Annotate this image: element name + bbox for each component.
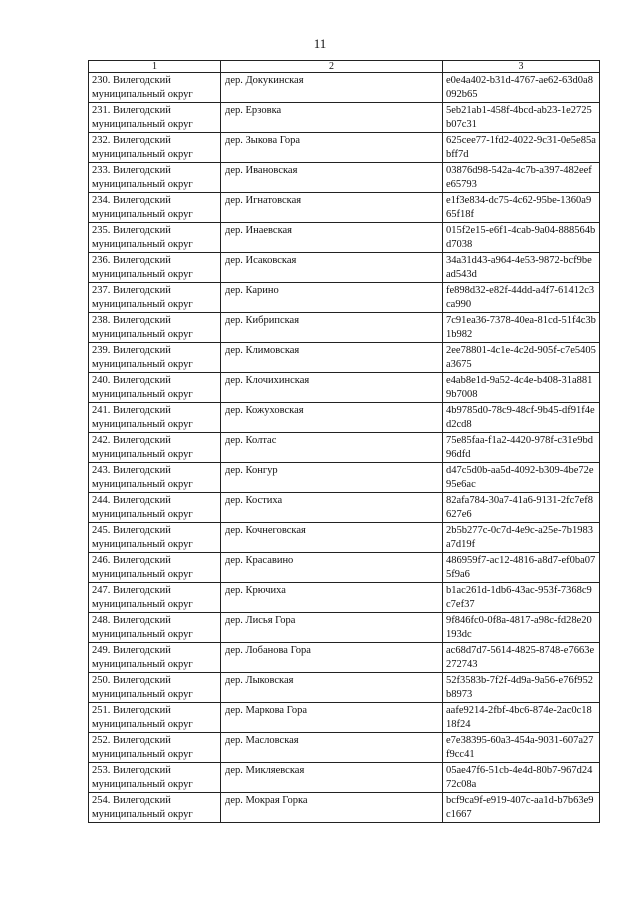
identifier-cell: 75e85faa-f1a2-4420-978f-c31e9bd96dfd (443, 433, 600, 463)
municipality-cell: 245. Вилегодский муниципальный округ (89, 523, 221, 553)
identifier-cell: ac68d7d7-5614-4825-8748-e7663e272743 (443, 643, 600, 673)
identifier-cell: fe898d32-e82f-44dd-a4f7-61412c3ca990 (443, 283, 600, 313)
column-header-1: 1 (89, 61, 221, 73)
table-row (89, 643, 600, 673)
municipality-cell: 249. Вилегодский муниципальный округ (89, 643, 221, 673)
identifier-cell: d47c5d0b-aa5d-4092-b309-4be72e95e6ac (443, 463, 600, 493)
municipality-cell: 248. Вилегодский муниципальный округ (89, 613, 221, 643)
table-row (89, 103, 600, 133)
settlement-cell: дер. Ивановская (221, 163, 443, 193)
table-row (89, 793, 600, 823)
table-row (89, 373, 600, 403)
municipality-cell: 247. Вилегодский муниципальный округ (89, 583, 221, 613)
table-row (89, 463, 600, 493)
table-row (89, 343, 600, 373)
municipality-cell: 252. Вилегодский муниципальный округ (89, 733, 221, 763)
municipality-cell: 250. Вилегодский муниципальный округ (89, 673, 221, 703)
settlement-cell: дер. Маркова Гора (221, 703, 443, 733)
settlement-cell: дер. Лыковская (221, 673, 443, 703)
municipality-cell: 244. Вилегодский муниципальный округ (89, 493, 221, 523)
municipality-cell: 246. Вилегодский муниципальный округ (89, 553, 221, 583)
identifier-cell: 7c91ea36-7378-40ea-81cd-51f4c3b1b982 (443, 313, 600, 343)
table-row (89, 253, 600, 283)
identifier-cell: 05ae47f6-51cb-4e4d-80b7-967d2472c08a (443, 763, 600, 793)
settlement-cell: дер. Инаевская (221, 223, 443, 253)
municipality-cell: 235. Вилегодский муниципальный округ (89, 223, 221, 253)
identifier-cell: bcf9ca9f-e919-407c-aa1d-b7b63e9c1667 (443, 793, 600, 823)
municipality-cell: 236. Вилегодский муниципальный округ (89, 253, 221, 283)
table-row (89, 763, 600, 793)
settlement-cell: дер. Докукинская (221, 73, 443, 103)
table-row (89, 673, 600, 703)
municipality-cell: 243. Вилегодский муниципальный округ (89, 463, 221, 493)
identifier-cell: 52f3583b-7f2f-4d9a-9a56-e76f952b8973 (443, 673, 600, 703)
settlement-cell: дер. Кочнеговская (221, 523, 443, 553)
settlement-cell: дер. Микляевская (221, 763, 443, 793)
table-header-row (89, 61, 600, 73)
settlement-cell: дер. Клочихинская (221, 373, 443, 403)
table-row (89, 553, 600, 583)
identifier-cell: e7e38395-60a3-454a-9031-607a27f9cc41 (443, 733, 600, 763)
settlement-cell: дер. Крючиха (221, 583, 443, 613)
identifier-cell: 4b9785d0-78c9-48cf-9b45-df91f4ed2cd8 (443, 403, 600, 433)
table-row (89, 703, 600, 733)
identifier-cell: 82afa784-30a7-41a6-9131-2fc7ef8627e6 (443, 493, 600, 523)
table-row (89, 403, 600, 433)
municipality-cell: 238. Вилегодский муниципальный округ (89, 313, 221, 343)
municipality-cell: 232. Вилегодский муниципальный округ (89, 133, 221, 163)
settlements-table (88, 60, 600, 823)
settlement-cell: дер. Кожуховская (221, 403, 443, 433)
settlement-cell: дер. Костиха (221, 493, 443, 523)
identifier-cell: e4ab8e1d-9a52-4c4e-b408-31a8819b7008 (443, 373, 600, 403)
municipality-cell: 240. Вилегодский муниципальный округ (89, 373, 221, 403)
column-header-3: 3 (443, 61, 600, 73)
table-row (89, 133, 600, 163)
table-row (89, 223, 600, 253)
identifier-cell: 03876d98-542a-4c7b-a397-482eefe65793 (443, 163, 600, 193)
table-row (89, 283, 600, 313)
column-header-2: 2 (221, 61, 443, 73)
table-row (89, 73, 600, 103)
municipality-cell: 233. Вилегодский муниципальный округ (89, 163, 221, 193)
municipality-cell: 251. Вилегодский муниципальный округ (89, 703, 221, 733)
identifier-cell: 2ee78801-4c1e-4c2d-905f-c7e5405a3675 (443, 343, 600, 373)
table-row (89, 523, 600, 553)
identifier-cell: 486959f7-ac12-4816-a8d7-ef0ba075f9a6 (443, 553, 600, 583)
table-row (89, 733, 600, 763)
municipality-cell: 230. Вилегодский муниципальный округ (89, 73, 221, 103)
settlement-cell: дер. Зыкова Гора (221, 133, 443, 163)
identifier-cell: 9f846fc0-0f8a-4817-a98c-fd28e20193dc (443, 613, 600, 643)
table-row (89, 493, 600, 523)
settlement-cell: дер. Климовская (221, 343, 443, 373)
settlement-cell: дер. Красавино (221, 553, 443, 583)
municipality-cell: 239. Вилегодский муниципальный округ (89, 343, 221, 373)
table-row (89, 313, 600, 343)
identifier-cell: 5eb21ab1-458f-4bcd-ab23-1e2725b07c31 (443, 103, 600, 133)
identifier-cell: aafe9214-2fbf-4bc6-874e-2ac0c1818f24 (443, 703, 600, 733)
settlement-cell: дер. Игнатовская (221, 193, 443, 223)
settlement-cell: дер. Ерзовка (221, 103, 443, 133)
municipality-cell: 231. Вилегодский муниципальный округ (89, 103, 221, 133)
settlement-cell: дер. Карино (221, 283, 443, 313)
identifier-cell: 625cee77-1fd2-4022-9c31-0e5e85abff7d (443, 133, 600, 163)
settlement-cell: дер. Мокрая Горка (221, 793, 443, 823)
settlement-cell: дер. Исаковская (221, 253, 443, 283)
municipality-cell: 241. Вилегодский муниципальный округ (89, 403, 221, 433)
settlement-cell: дер. Лобанова Гора (221, 643, 443, 673)
identifier-cell: 015f2e15-e6f1-4cab-9a04-888564bd7038 (443, 223, 600, 253)
municipality-cell: 234. Вилегодский муниципальный округ (89, 193, 221, 223)
identifier-cell: e0e4a402-b31d-4767-ae62-63d0a8092b65 (443, 73, 600, 103)
table-body (89, 73, 600, 823)
table-row (89, 163, 600, 193)
table-row (89, 193, 600, 223)
municipality-cell: 237. Вилегодский муниципальный округ (89, 283, 221, 313)
identifier-cell: e1f3e834-dc75-4c62-95be-1360a965f18f (443, 193, 600, 223)
identifier-cell: 34a31d43-a964-4e53-9872-bcf9bead543d (443, 253, 600, 283)
settlement-cell: дер. Кибрипская (221, 313, 443, 343)
table-row (89, 613, 600, 643)
settlement-cell: дер. Лисья Гора (221, 613, 443, 643)
municipality-cell: 242. Вилегодский муниципальный округ (89, 433, 221, 463)
table-row (89, 583, 600, 613)
table-row (89, 433, 600, 463)
identifier-cell: 2b5b277c-0c7d-4e9c-a25e-7b1983a7d19f (443, 523, 600, 553)
settlement-cell: дер. Масловская (221, 733, 443, 763)
municipality-cell: 254. Вилегодский муниципальный округ (89, 793, 221, 823)
page-number: 11 (313, 36, 327, 51)
identifier-cell: b1ac261d-1db6-43ac-953f-7368c9c7ef37 (443, 583, 600, 613)
settlement-cell: дер. Конгур (221, 463, 443, 493)
settlement-cell: дер. Колтас (221, 433, 443, 463)
municipality-cell: 253. Вилегодский муниципальный округ (89, 763, 221, 793)
